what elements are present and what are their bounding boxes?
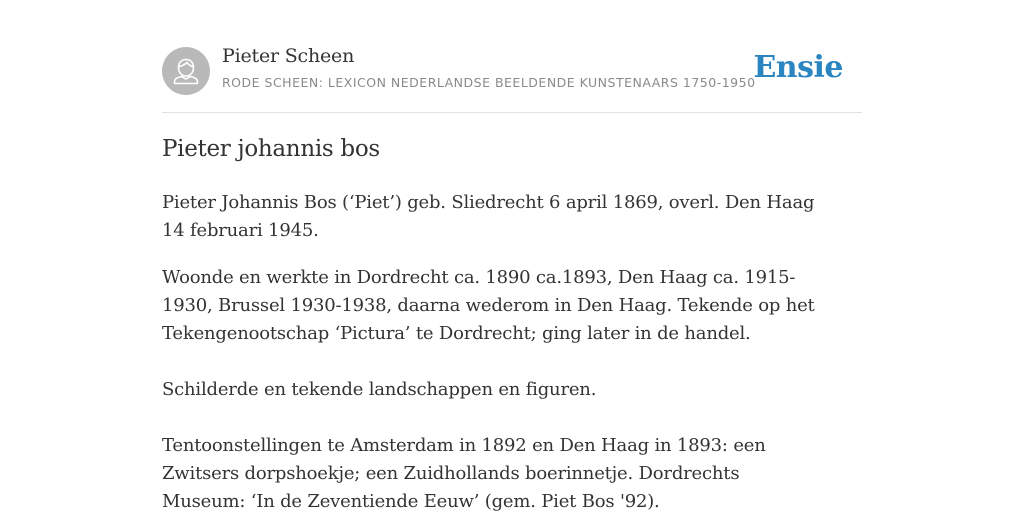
paragraph-residence: Woonde en werkte in Dordrecht ca. 1890 ca.1893, Den Haag ca. 1915-1930, Brussel 1930-1938, daarna wederom in Den Haag. Tekende op het Tekengenootschap ‘Pictura’ te Dordrecht; ging later in de handel. [162,267,815,344]
ensie-logo[interactable]: Ensie [753,50,843,85]
paragraph-exhibitions: Tentoonstellingen te Amsterdam in 1892 en Den Haag in 1893: een Zwitsers dorpshoekje; een Zuidhollands boerinnetje. Dordrechts Museum: ‘In de Zeventiende Eeuw’ (gem. Piet Bos '92). [162,435,766,512]
article-header [162,0,862,113]
article-body [162,189,822,512]
article-title: Pieter johannis bos [162,136,380,162]
paragraph-birth-death: Pieter Johannis Bos (‘Piet’) geb. Sliedrecht 6 april 1869, overl. Den Haag 14 februari 1945. [162,192,815,241]
author-name[interactable]: Pieter Scheen [222,45,355,67]
content-container [162,0,862,512]
source-title[interactable]: RODE SCHEEN: LEXICON NEDERLANDSE BEELDENDE KUNSTENAARS 1750-1950 [222,75,756,90]
user-avatar-icon [162,47,210,95]
paragraph-subjects: Schilderde en tekende landschappen en figuren. [162,379,597,400]
